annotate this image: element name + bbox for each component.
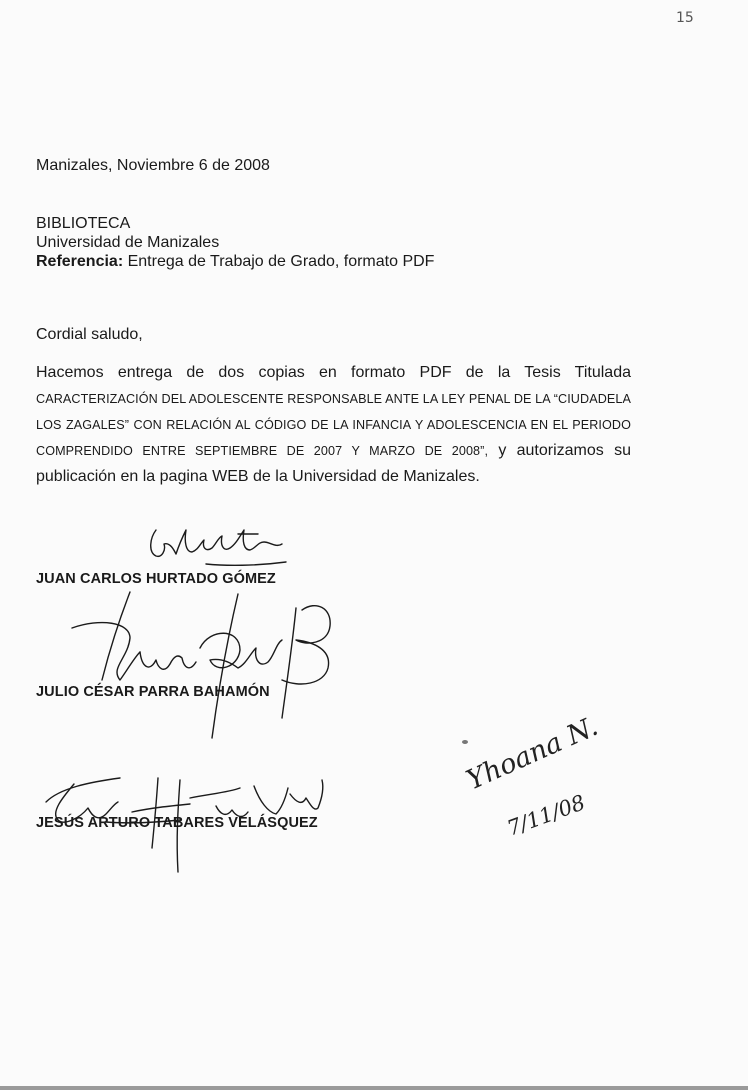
signer-name-1: JUAN CARLOS HURTADO GÓMEZ [36, 571, 276, 587]
receipt-date: 7/11/08 [504, 790, 589, 841]
thesis-title: CARACTERIZACIÓN DEL ADOLESCENTE RESPONSABLE ANTE LA LEY PENAL DE LA “CIUDADELA LOS ZAGALES” CON RELACIÓN AL CÓDIGO DE LA INFANCIA Y ADOLESCENCIA EN EL PERIODO COMPRENDIDO ENTRE SEPTIEMBRE DE 2007 Y MARZO DE 2008”, [36, 392, 631, 458]
page-number: 15 [676, 10, 694, 26]
signature-juan-carlos-hurtado [146, 520, 296, 570]
body-outro: y autorizamos su publicación en la pagina WEB de la Universidad de Manizales. [36, 442, 631, 485]
reference-line [36, 252, 434, 271]
letter-body [36, 360, 631, 490]
body-intro: Hacemos entrega de dos copias en formato PDF de la Tesis Titulada [36, 364, 631, 381]
reference-label: Referencia: [36, 253, 124, 270]
institution: Universidad de Manizales [36, 234, 220, 251]
reference-text: Entrega de Trabajo de Grado, formato PDF [127, 253, 435, 270]
signer-name-3: JESÚS ARTURO TABARES VELÁSQUEZ [36, 815, 318, 831]
receipt-name: Yhoana N. [462, 711, 603, 797]
signer-name-2: JULIO CÉSAR PARRA BAHAMÓN [36, 684, 270, 700]
greeting: Cordial saludo, [36, 326, 143, 343]
signature-julio-cesar-parra [70, 588, 350, 738]
receipt-annotation [452, 711, 642, 868]
date-line: Manizales, Noviembre 6 de 2008 [36, 157, 270, 174]
page-bottom-edge [0, 1086, 748, 1090]
addressee-block [36, 214, 434, 271]
recipient: BIBLIOTECA [36, 215, 131, 232]
